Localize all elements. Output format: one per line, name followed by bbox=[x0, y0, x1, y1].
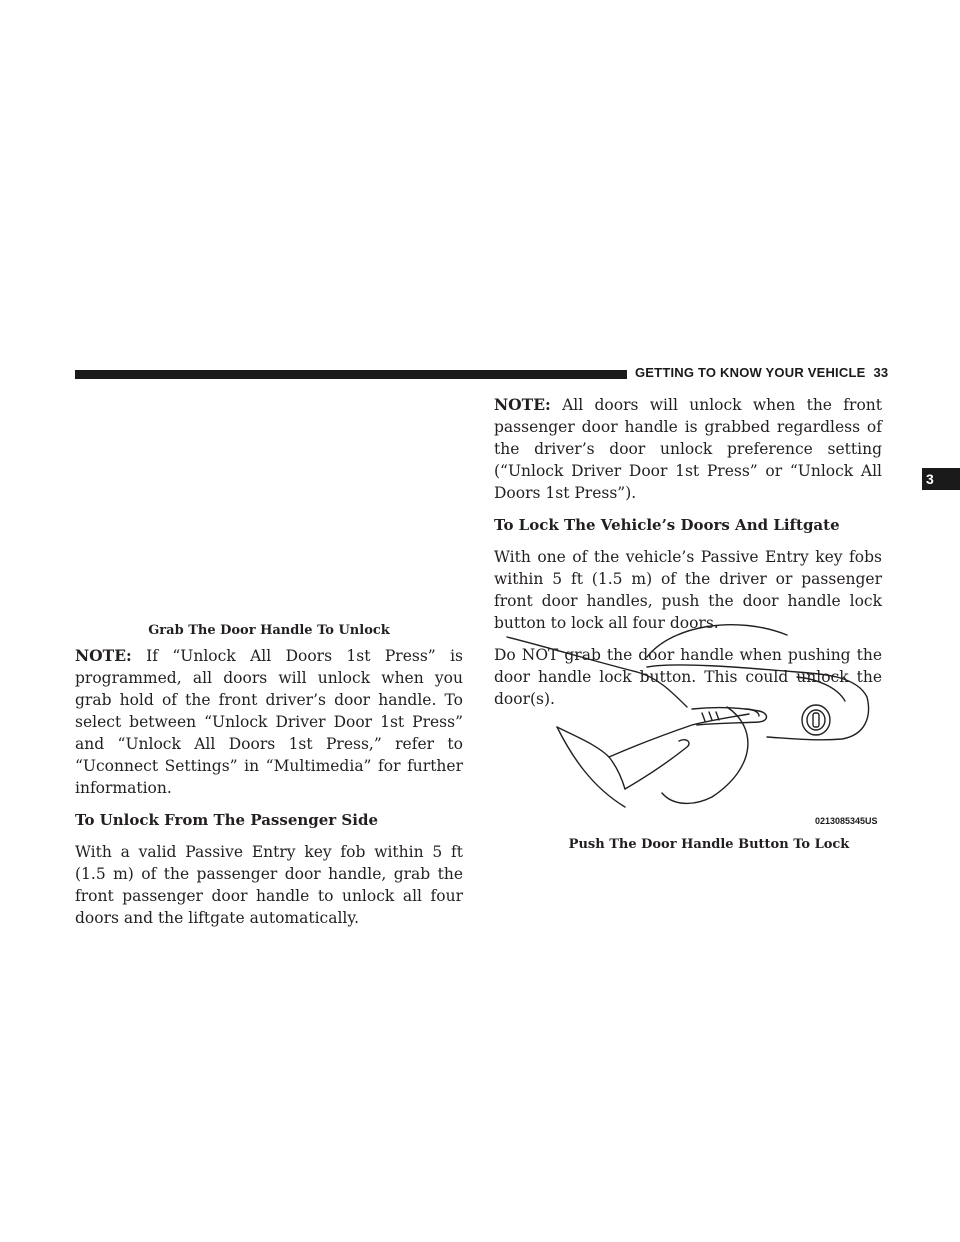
door-handle-illustration bbox=[497, 617, 913, 829]
heading-lock-doors: To Lock The Vehicle’s Doors And Liftgate bbox=[494, 516, 840, 534]
figure-code: 0213085345US bbox=[815, 816, 878, 826]
hand-outline bbox=[609, 714, 749, 757]
thumb bbox=[625, 740, 689, 789]
sleeve-outline bbox=[507, 637, 687, 707]
section-title: GETTING TO KNOW YOUR VEHICLE bbox=[635, 365, 866, 380]
figure-caption-unlock: Grab The Door Handle To Unlock bbox=[148, 623, 390, 638]
paragraph-lock-doors: With one of the vehicle’s Passive Entry key fobs within 5 ft (1.5 m) of the driver or passenger front door handles, push the door handle lock button to lock all four doors. bbox=[494, 548, 882, 632]
running-header bbox=[635, 365, 888, 380]
note-label: NOTE: bbox=[75, 646, 132, 665]
note-text: All doors will unlock when the front passenger door handle is grabbed regardless of the driver’s door unlock preference setting (“Unlock Driver Door 1st Press” or “Unlock All Doors 1st Press”). bbox=[494, 396, 882, 502]
heading-passenger-unlock: To Unlock From The Passenger Side bbox=[75, 811, 378, 829]
note-label: NOTE: bbox=[494, 395, 551, 414]
note-text: If “Unlock All Doors 1st Press” is programmed, all doors will unlock when you grab hold of the front driver’s door handle. To select between “Unlock Driver Door 1st Press” and “Unlock All Doors 1st Press,” refer to “Uconnect Settings” in “Multimedia” for further information. bbox=[75, 647, 463, 797]
door-recess-outline bbox=[647, 625, 787, 657]
palm-curve bbox=[557, 727, 625, 807]
note-passenger-handle bbox=[494, 394, 882, 504]
note-unlock-all bbox=[75, 645, 463, 799]
figure-caption-lock: Push The Door Handle Button To Lock bbox=[568, 837, 850, 852]
page-number: 33 bbox=[873, 365, 889, 380]
paragraph-passenger-unlock: With a valid Passive Entry key fob within 5 ft (1.5 m) of the passenger door handle, grab the front passenger door handle to unlock all four doors and the liftgate automatically. bbox=[75, 843, 463, 927]
key-slot-icon bbox=[813, 713, 819, 727]
chapter-tab: 3 bbox=[922, 468, 960, 490]
header-rule bbox=[75, 370, 627, 379]
door-handle-inner bbox=[797, 677, 845, 701]
paragraph-do-not-grab: Do NOT grab the door handle when pushing the door handle lock button. This could unlock the door(s). bbox=[494, 646, 882, 708]
left-column bbox=[75, 645, 463, 939]
